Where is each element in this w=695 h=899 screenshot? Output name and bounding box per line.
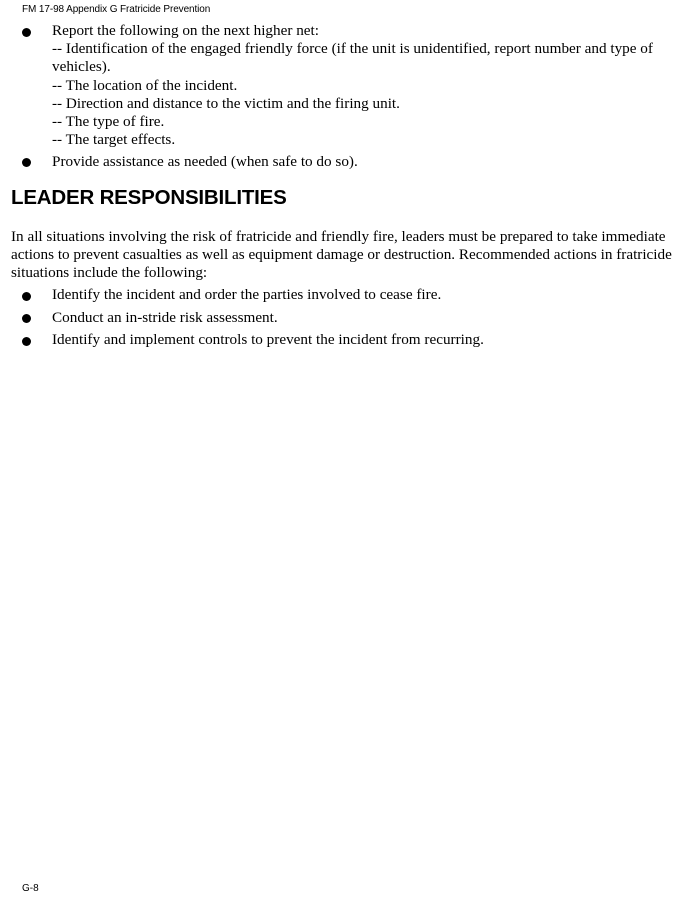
page-number: G-8	[22, 883, 39, 894]
bullet-text: Conduct an in-stride risk assessment.	[52, 308, 278, 326]
bullet-dot-icon	[22, 158, 31, 167]
section-heading: LEADER RESPONSIBILITIES	[11, 186, 287, 209]
sub-item: -- Direction and distance to the victim and the firing unit.	[52, 94, 400, 112]
running-head: FM 17-98 Appendix G Fratricide Prevention	[22, 4, 211, 15]
bullet-dot-icon	[22, 337, 31, 346]
sub-item: -- The type of fire.	[52, 113, 165, 131]
list-item	[11, 22, 691, 149]
list-item	[11, 286, 691, 304]
bullet-dot-icon	[22, 292, 31, 301]
bullet-text: Identify the incident and order the parties involved to cease fire.	[52, 286, 442, 303]
bullet-text: Identify and implement controls to prevent the incident from recurring.	[52, 331, 484, 349]
intro-paragraph: In all situations involving the risk of fratricide and friendly fire, leaders must be prepared to take immediate actions to prevent casualties as well as equipment damage or destruction. Recommended actions in fratricide situations include the following:	[11, 228, 672, 282]
sub-item: -- The target effects.	[52, 131, 176, 149]
bullet-text: Provide assistance as needed (when safe to do so).	[52, 152, 358, 170]
list-item	[11, 309, 691, 327]
bullet-dot-icon	[22, 28, 31, 37]
sub-item: -- The location of the incident.	[52, 76, 238, 94]
report-bullet-list	[11, 22, 691, 176]
list-item	[11, 153, 691, 171]
bullet-dot-icon	[22, 314, 31, 323]
list-item	[11, 331, 691, 349]
bullet-text: Report the following on the next higher net:	[52, 22, 319, 39]
sub-item: -- Identification of the engaged friendly force (if the unit is unidentified, report number and type of vehicles).	[52, 40, 653, 76]
leader-bullet-list	[11, 286, 691, 354]
